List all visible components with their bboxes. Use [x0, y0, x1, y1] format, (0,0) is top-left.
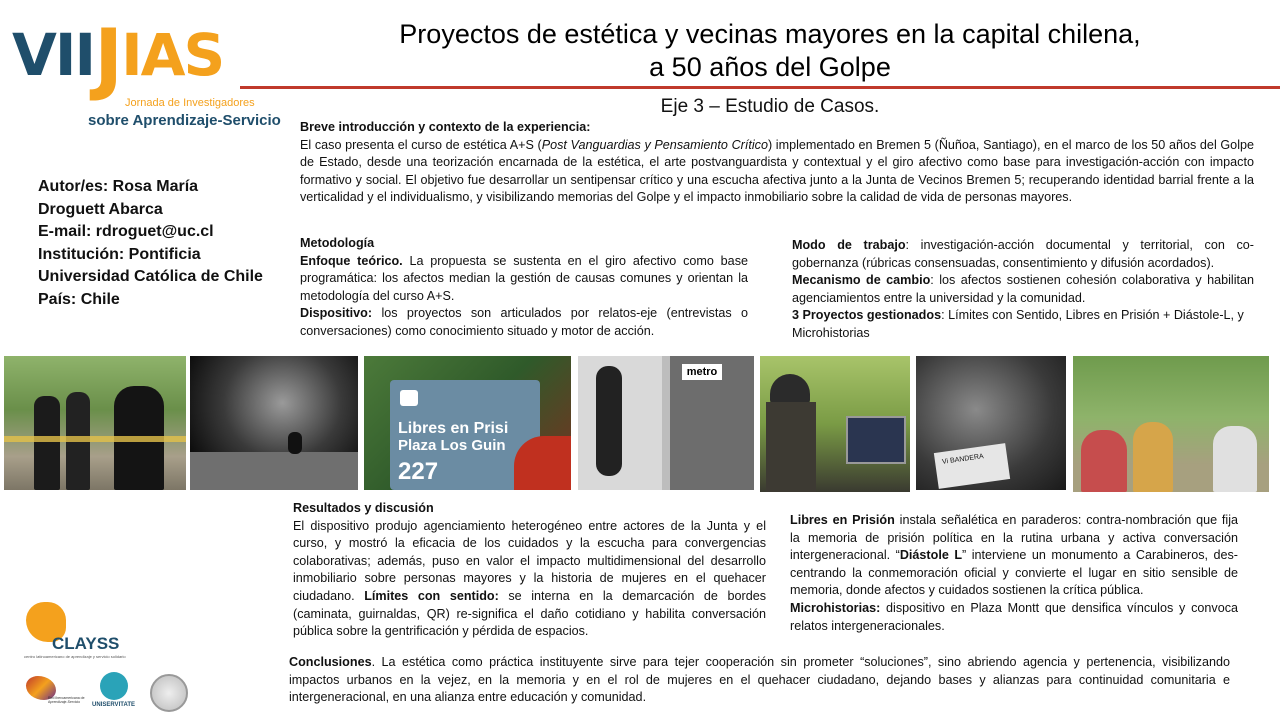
- libres-section: [790, 512, 1238, 635]
- author-block: [38, 176, 278, 311]
- microhistorias-text: dispositivo en Plaza Montt que densifica vínculos y convoca relatos intergeneracionales.: [790, 600, 1238, 633]
- clayss-subtitle: centro latinoamericano de aprendizaje y servicio solidario: [24, 654, 126, 659]
- metro-sign: metro: [682, 364, 722, 380]
- clayss-name: CLAYSS: [52, 634, 120, 653]
- resultados-text-2: se interna en la demarcación de bordes (caminata, guirnaldas, QR) re-significa el daño cotidiano y habilita conversación pública sobre la gentrificación y pérdida de espacios.: [293, 588, 767, 639]
- red-logo-text: Red Iberoamericana de Aprendizaje-Servicio: [48, 696, 85, 704]
- logo-vii: VII: [12, 21, 95, 89]
- intro-text-2: ) implementado en Bremen 5 (Ñuñoa, Santiago), en el marco de los 50 años del Golpe de Estado, desde una teorización encarnada de la estética, el arte postvanguardista y contextual y el giro afectivo como base para investigación-acción con impacto formativo y social. El objetivo fue desarrollar un sentipensar crítico y una escucha afectiva junto a la Junta de Vecinos Bremen 5; recuperando identidad barrial frente a la verticalidad y el individualismo, y visibilizando memorias del Golpe y el impacto inmobiliario sobre la calidad de vida de personas mayores.: [300, 137, 1254, 205]
- intro-course-name: Post Vanguardias y Pensamiento Crítico: [541, 137, 768, 152]
- conclusiones-label: Conclusiones: [289, 655, 372, 669]
- author-email: E-mail: rdroguet@uc.cl: [38, 223, 214, 240]
- enfoque-text: La propuesta se sustenta en el giro afectivo como base programática: los afectos median la gestión de causas comunes y orientan la metodología del curso A+S.: [300, 253, 748, 303]
- photo-plaza: [1073, 356, 1269, 492]
- photo-document: [916, 356, 1066, 490]
- bus-icon: [400, 390, 418, 406]
- page-title: [300, 18, 1240, 84]
- resultados-text-1: El dispositivo produjo agenciamiento heterogéneo entre actores de la Junta y el curso, y mostró la eficacia de los cuidados y la escucha para convergencias colaborativas; además, puso en valor el impacto multidimensional del desarrollo inmobiliario sobre personas mayores y la historia de mujeres en el quehacer ciudadano.: [293, 518, 766, 603]
- author-line-1: Autor/es: Rosa María: [38, 178, 199, 195]
- dispositivo-label: Dispositivo:: [300, 306, 373, 321]
- author-institution-2: Universidad Católica de Chile: [38, 268, 263, 285]
- photo-bus-sign: [364, 356, 571, 490]
- uniservitate-icon: [100, 672, 128, 700]
- modo-label: Modo de trabajo: [792, 238, 906, 252]
- mecanismo-text: : los afectos sostienen cohesión colaborativa y habilitan agenciamientos entre la universidad y la comunidad.: [792, 273, 1254, 305]
- university-seal-icon: [150, 674, 188, 712]
- uniservitate-logo: [92, 672, 138, 712]
- sign-line-1: Libres en Prisi: [398, 420, 509, 437]
- title-divider: [240, 86, 1280, 89]
- libres-text-2: ” interviene un monumento a Carabineros, des-centrando la conmemoración oficial y convierte el lugar en sitio sensible de memoria, donde afectos y cuidados sostienen la crítica pública.: [790, 548, 1238, 598]
- logo-ias: IAS: [121, 21, 224, 89]
- conclusiones-text: . La estética como práctica instituyente sirve para tejer cooperación sin prometer “soluciones”, sino abriendo agencia y pertenencia, visibilizando impactos urbanos en la vejez, en la memoria y en el rol de mujeres en el quehacer ciudadano, dejando bases y alianzas para continuidad comunitaria e intergeneracional, en una alianza entre educación y comunidad.: [289, 655, 1230, 705]
- logo-subtitle-2: sobre Aprendizaje-Servicio: [88, 112, 281, 129]
- libres-text-1: instala señalética en paraderos: contra-nombración que fija la memoria de prisión política en la rutina urbana y activa conversación intergeneracional. “: [790, 513, 1238, 563]
- title-line-1: Proyectos de estética y vecinas mayores en la capital chilena,: [399, 19, 1141, 49]
- conclusiones-section: [289, 654, 1230, 707]
- intro-text-1: El caso presenta el curso de estética A+S (: [300, 137, 542, 152]
- uniservitate-name: UNISERVITATE: [92, 702, 136, 708]
- photo-tunnel: [190, 356, 358, 490]
- red-iberoamericana-logo: [26, 676, 86, 710]
- limites-label: Límites con sentido:: [364, 588, 499, 603]
- photo-guirnaldas: [4, 356, 186, 490]
- enfoque-label: Enfoque teórico.: [300, 253, 403, 268]
- resultados-heading: Resultados y discusión: [293, 501, 434, 515]
- resultados-section: [293, 500, 766, 641]
- vijias-logo: [12, 10, 224, 104]
- logo-subtitle-1: Jornada de Investigadores: [125, 97, 255, 109]
- document-label: Vi BANDERA: [941, 453, 985, 466]
- mecanismo-label: Mecanismo de cambio: [792, 273, 931, 288]
- modo-section: [792, 237, 1254, 343]
- metodologia-heading: Metodología: [300, 236, 375, 250]
- photo-metro: [578, 356, 754, 490]
- proyectos-label: 3 Proyectos gestionados: [792, 308, 942, 323]
- title-line-2: a 50 años del Golpe: [649, 52, 891, 82]
- dispositivo-text: los proyectos son articulados por relatos-eje (entrevistas o conversaciones) como conocimiento situado y motor de acción.: [300, 306, 748, 338]
- sign-line-2: Plaza Los Guin: [398, 437, 506, 454]
- author-line-2: Droguett Abarca: [38, 200, 163, 218]
- modo-text: : investigación-acción documental y territorial, con co-gobernanza (rúbricas consensuadas, consentimiento y difusión acordados).: [792, 238, 1254, 270]
- sign-number: 227: [398, 458, 439, 485]
- clayss-logo: [24, 600, 134, 662]
- intro-heading: Breve introducción y contexto de la experiencia:: [300, 120, 591, 134]
- diastole-label: Diástole L: [899, 548, 963, 563]
- author-institution-1: Institución: Pontificia: [38, 245, 201, 263]
- axis-label: Eje 3 – Estudio de Casos.: [660, 96, 880, 117]
- libres-label: Libres en Prisión: [790, 513, 895, 527]
- metodologia-section: [300, 235, 748, 341]
- intro-section: [300, 119, 1254, 207]
- microhistorias-label: Microhistorias:: [790, 600, 881, 615]
- author-country: País: Chile: [38, 290, 120, 308]
- logo-j: J: [94, 14, 122, 104]
- proyectos-text: : Límites con Sentido, Libres en Prisión + Diástole-L, y Microhistorias: [792, 308, 1244, 340]
- photo-laptop: [760, 356, 910, 492]
